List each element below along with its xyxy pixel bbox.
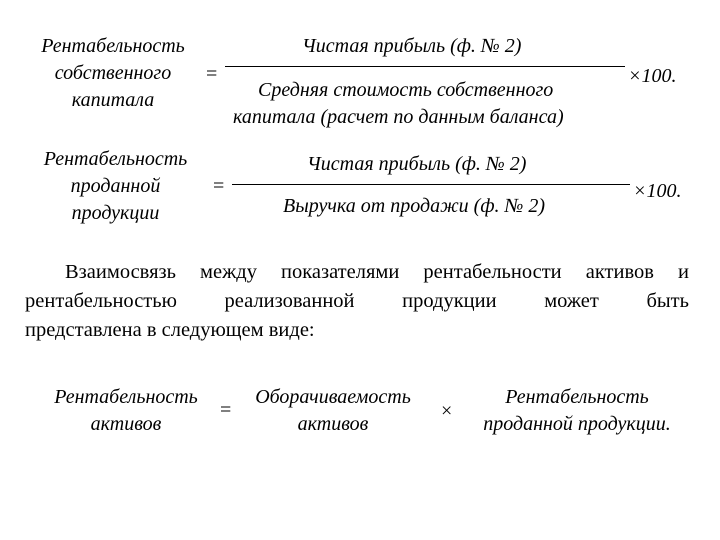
formula3-middle-line1: Оборачиваемость [255, 386, 411, 408]
explanatory-paragraph [25, 258, 689, 345]
formula2-label [28, 146, 203, 227]
formula3-right-term [462, 384, 692, 438]
formula2-fraction-bar [232, 184, 630, 185]
formula2-numerator: Чистая прибыль (ф. № 2) [307, 153, 527, 175]
formula3-right-line2: проданной продукции. [483, 413, 671, 435]
formula2-multiplier: ×100. [633, 180, 682, 202]
formula3-times-sign: × [441, 400, 453, 422]
formula3-left-line1: Рентабельность [54, 386, 198, 408]
formula2-denominator: Выручка от продажи (ф. № 2) [283, 195, 546, 217]
paragraph-line2: рентабельностью реализованной продукции может быть [25, 290, 689, 312]
paragraph-line1: Взаимосвязь между показателями рентабельности активов и [65, 261, 689, 283]
formula1-denominator-line2: капитала (расчет по данным баланса) [233, 106, 564, 128]
formula3-equals-sign: = [220, 399, 232, 421]
paragraph-line3: представлена в следующем виде: [25, 319, 315, 341]
formula1-label-line3: капитала [71, 89, 155, 111]
formula2-equals-sign: = [213, 175, 225, 197]
formula2-label-line3: продукции [71, 202, 160, 224]
formula1-multiplier: ×100. [628, 65, 677, 87]
formula3-right-line1: Рентабельность [505, 386, 649, 408]
formula1-numerator: Чистая прибыль (ф. № 2) [302, 35, 522, 57]
formula3-left-line2: активов [90, 413, 162, 435]
formula1-denominator-line1: Средняя стоимость собственного [258, 79, 554, 101]
formula2-label-line2: проданной [70, 175, 161, 197]
formula1-label-line2: собственного [54, 62, 172, 84]
formula1-equals-sign: = [206, 63, 218, 85]
formula1-label-line1: Рентабельность [41, 35, 185, 57]
formula1-fraction-bar [225, 66, 625, 67]
formula3-left-term [36, 384, 216, 438]
formula3-middle-term [238, 384, 428, 438]
formula3-middle-line2: активов [297, 413, 369, 435]
formula2-label-line1: Рентабельность [43, 148, 188, 170]
formula1-label [28, 33, 198, 114]
